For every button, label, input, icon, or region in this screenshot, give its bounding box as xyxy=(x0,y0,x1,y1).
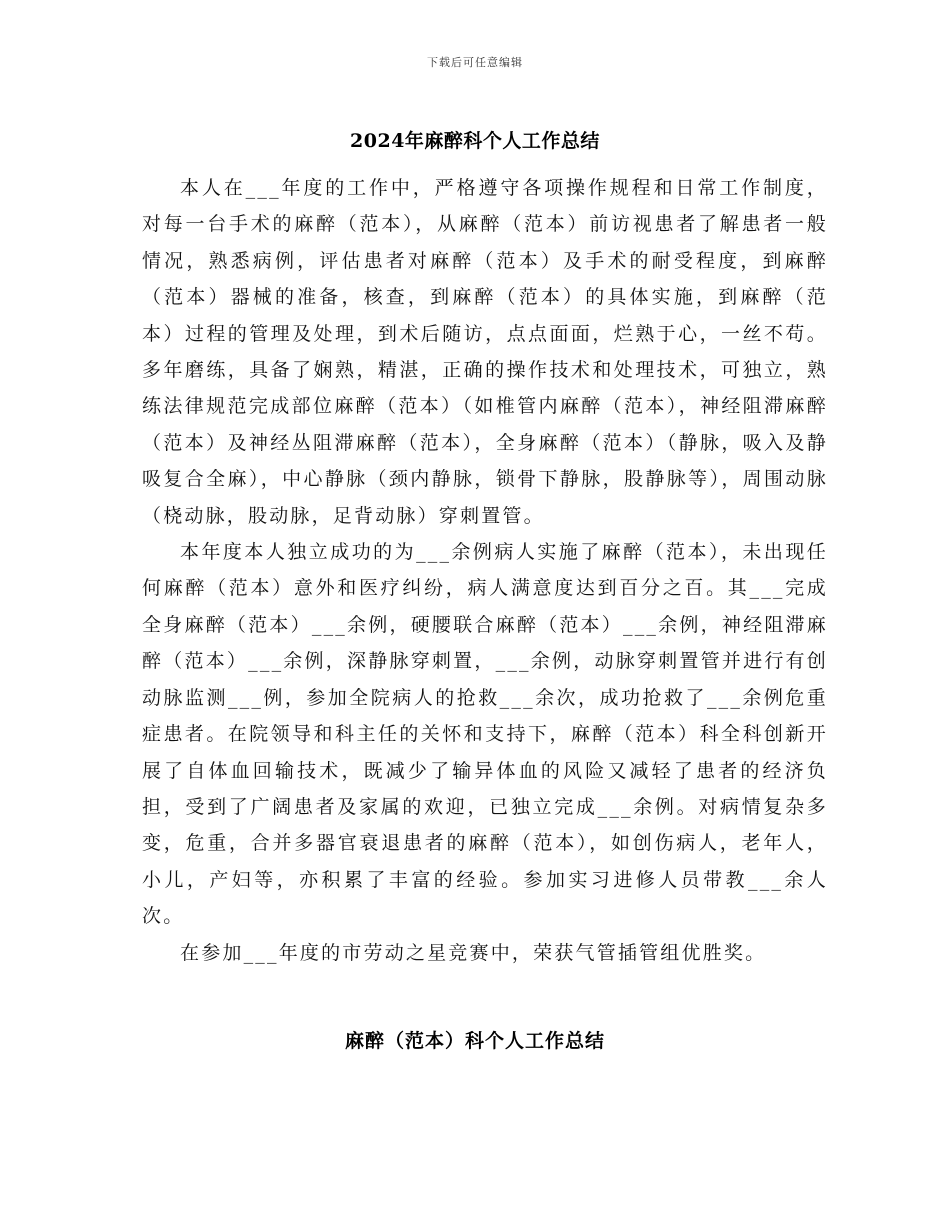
paragraph-annual-results: 本年度本人独立成功的为___余例病人实施了麻醉（范本），未出现任何麻醉（范本）意外和医疗纠纷，病人满意度达到百分之百。其___完成全身麻醉（范本）___余例，硬腰联合麻醉（范本）___余例，神经阻滞麻醉（范本）___余例，深静脉穿刺置，___余例，动脉穿刺置管并进行有创动脉监测___例，参加全院病人的抢救___余次，成功抢救了___余例危重症患者。在院领导和科主任的关怀和支持下，麻醉（范本）科全科创新开展了自体血回输技术，既减少了输异体血的风险又减轻了患者的经济负担，受到了广阔患者及家属的欢迎，已独立完成___余例。对病情复杂多变，危重，合并多器官衰退患者的麻醉（范本），如创伤病人，老年人，小儿，产妇等，亦积累了丰富的经验。参加实习进修人员带教___余人次。 xyxy=(142,541,828,928)
section-title: 麻醉（范本）科个人工作总结 xyxy=(344,1030,605,1052)
document-title: 2024年麻醉科个人工作总结 xyxy=(350,130,600,152)
document-body xyxy=(142,170,828,971)
paragraph-award: 在参加___年度的市劳动之星竞赛中，荣获气管插管组优胜奖。 xyxy=(180,941,767,964)
header-note: 下载后可任意编辑 xyxy=(427,56,523,69)
paragraph-procedures: 本人在___年度的工作中，严格遵守各项操作规程和日常工作制度，对每一台手术的麻醉（范本），从麻醉（范本）前访视患者了解患者一般情况，熟悉病例，评估患者对麻醉（范本）及手术的耐受程度，到麻醉（范本）器械的准备，核查，到麻醉（范本）的具体实施，到麻醉（范本）过程的管理及处理，到术后随访，点点面面，烂熟于心，一丝不苟。多年磨练，具备了娴熟，精湛，正确的操作技术和处理技术，可独立，熟练法律规范完成部位麻醉（范本）（如椎管内麻醉（范本），神经阻滞麻醉（范本）及神经丛阻滞麻醉（范本），全身麻醉（范本）（静脉，吸入及静吸复合全麻），中心静脉（颈内静脉，锁骨下静脉，股静脉等），周围动脉（桡动脉，股动脉，足背动脉）穿刺置管。 xyxy=(142,177,828,527)
